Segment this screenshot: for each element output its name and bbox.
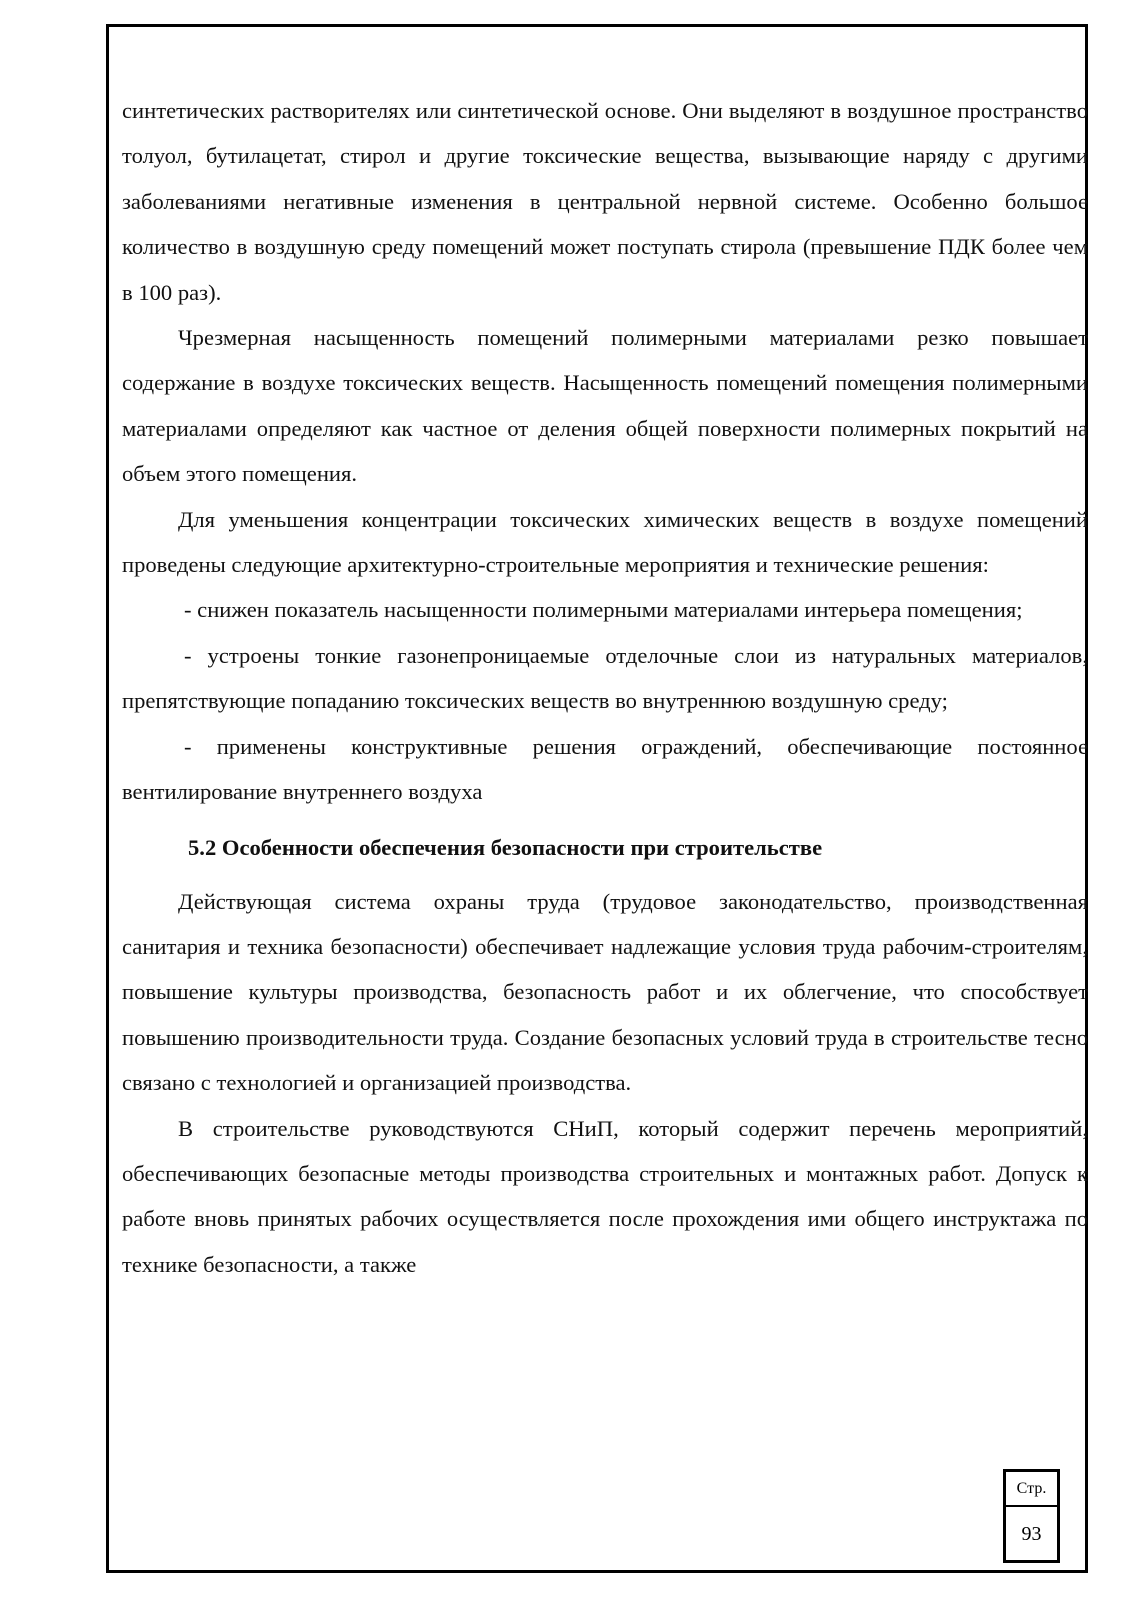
paragraph-5: В строительстве руководствуются СНиП, который содержит перечень мероприятий, обеспечивающих безопасные методы производства строительных и монтажных работ. Допуск к работе вновь принятых рабочих осуществляется после прохождения ими общего инструктажа по технике безопасности, а также — [122, 1115, 1088, 1277]
stamp-label: Стр. — [1006, 1472, 1057, 1507]
page-stamp — [1003, 1469, 1060, 1563]
page-number: 93 — [1021, 1523, 1042, 1545]
paragraph-3: Для уменьшения концентрации токсических химических веществ в воздухе помещений проведены следующие архитектурно-строительные мероприятия и технические решения: — [122, 506, 1088, 578]
list-item: - применены конструктивные решения ограждений, обеспечивающие постоянное вентилирование внутреннего воздуха — [122, 733, 1088, 805]
list-item: - устроены тонкие газонепроницаемые отделочные слои из натуральных материалов, препятствующие попаданию токсических веществ во внутреннюю воздушную среду; — [122, 642, 1088, 714]
paragraph-2: Чрезмерная насыщенность помещений полимерными материалами резко повышает содержание в воздухе токсических веществ. Насыщенность помещений помещения полимерными материалами определяют как частное от деления общей поверхности полимерных покрытий на объем этого помещения. — [122, 325, 1088, 487]
paragraph-1: синтетических растворителях или синтетической основе. Они выделяют в воздушное пространство толуол, бутилацетат, стирол и другие токсические вещества, вызывающие наряду с другими заболеваниями негативные изменения в центральной нервной системе. Особенно большое количество в воздушную среду помещений может поступать стирола (превышение ПДК более чем в 100 раз). — [122, 98, 1088, 305]
document-body — [122, 88, 1088, 1287]
section-heading: 5.2 Особенности обеспечения безопасности при строительстве — [188, 834, 823, 860]
list-item: - снижен показатель насыщенности полимерными материалами интерьера помещения; — [184, 597, 1023, 623]
paragraph-4: Действующая система охраны труда (трудовое законодательство, производственная санитария и техника безопасности) обеспечивает надлежащие условия труда рабочим-строителям, повышение культуры производства, безопасность работ и их облегчение, что способствует повышению производительности труда. Создание безопасных условий труда в строительстве тесно связано с технологией и организацией производства. — [122, 888, 1088, 1096]
